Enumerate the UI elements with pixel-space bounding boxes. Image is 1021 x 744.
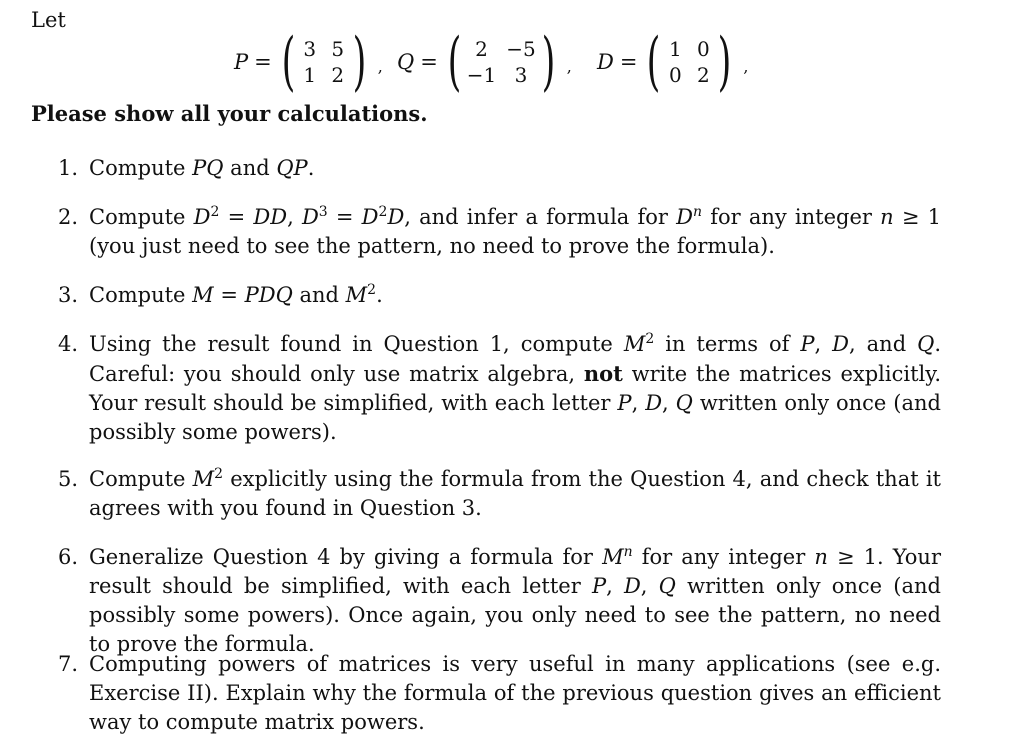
matrix-entry: 1 — [669, 37, 682, 61]
comma: , — [743, 56, 749, 76]
question-number: 6. — [58, 545, 79, 569]
matrix-definitions — [0, 25, 1021, 99]
right-paren: ) — [541, 25, 556, 99]
question-number: 7. — [58, 652, 79, 676]
question-item — [58, 650, 948, 737]
question-item — [58, 330, 948, 447]
question-number: 3. — [58, 283, 79, 307]
matrix-entry: 0 — [669, 63, 682, 87]
question-item — [58, 281, 948, 310]
matrix-entries — [467, 37, 536, 87]
matrix-entry: 5 — [331, 37, 345, 61]
matrix-entry: 3 — [514, 63, 528, 87]
comma: , — [377, 56, 383, 76]
question-text: Compute $M^2$ explicitly using the formula from the Question 4, and check that it agrees with you found in Question 3. — [89, 466, 941, 520]
equals-sign: = — [420, 50, 438, 74]
instructions-heading: Please show all your calculations. — [31, 101, 428, 126]
matrix-p — [234, 25, 383, 99]
matrix-entry: 1 — [303, 63, 317, 87]
left-paren: ( — [647, 25, 661, 99]
question-text: Compute M = PDQ and $M^2$. — [89, 282, 383, 307]
right-paren: ) — [352, 25, 367, 99]
equals-sign: = — [254, 50, 272, 74]
right-paren: ) — [718, 25, 732, 99]
matrix-entry: 2 — [697, 63, 710, 87]
question-text: Compute $D^2$ = DD, $D^3 = D^2D$, and infer a formula for $D^n$ for any integer n ≥ 1 (you just need to see the pattern, no need to prove the formula). — [89, 204, 941, 258]
question-item — [58, 154, 948, 183]
question-text: Using the result found in Question 1, compute $M^2$ in terms of P, D, and Q. Careful: you should only use matrix algebra, not write the matrices explicitly. Your result should be simplified, with each letter P, D, Q written only once (and possibly some powers). — [89, 331, 942, 444]
question-item — [58, 465, 948, 523]
question-number: 5. — [58, 467, 79, 491]
matrix-entry: 2 — [331, 63, 345, 87]
matrix-name: Q — [397, 50, 415, 74]
question-number: 2. — [58, 205, 79, 229]
matrix-name: D — [597, 50, 614, 74]
question-number: 4. — [58, 332, 79, 356]
question-text: Compute PQ and QP. — [89, 156, 315, 180]
matrix-entry: 3 — [303, 37, 317, 61]
matrix-name: P — [234, 50, 249, 74]
matrix-entry: 0 — [697, 37, 710, 61]
left-paren: ( — [281, 25, 296, 99]
question-number: 1. — [58, 156, 79, 180]
intro-text: Let — [31, 8, 66, 32]
matrix-entries — [301, 37, 347, 87]
left-paren: ( — [447, 25, 462, 99]
question-text: Generalize Question 4 by giving a formula for $M^n$ for any integer n ≥ 1. Your result should be simplified, with each letter P, D, Q written only once (and possibly some powers). Once again, you only need to see the pattern, no need to prove the formula. — [89, 544, 941, 656]
comma: , — [566, 56, 572, 76]
matrix-q — [397, 25, 572, 99]
matrix-entry: 2 — [475, 37, 488, 61]
matrix-entries — [666, 37, 712, 87]
question-text: Computing powers of matrices is very useful in many applications (see e.g. Exercise II). Explain why the formula of the previous question gives an efficient way to compute matrix powers. — [89, 652, 941, 734]
question-item — [58, 543, 948, 659]
equals-sign: = — [619, 50, 638, 74]
matrix-entry: −5 — [506, 37, 536, 61]
matrix-entry: −1 — [466, 63, 497, 87]
question-item — [58, 203, 948, 261]
matrix-d — [597, 25, 749, 99]
